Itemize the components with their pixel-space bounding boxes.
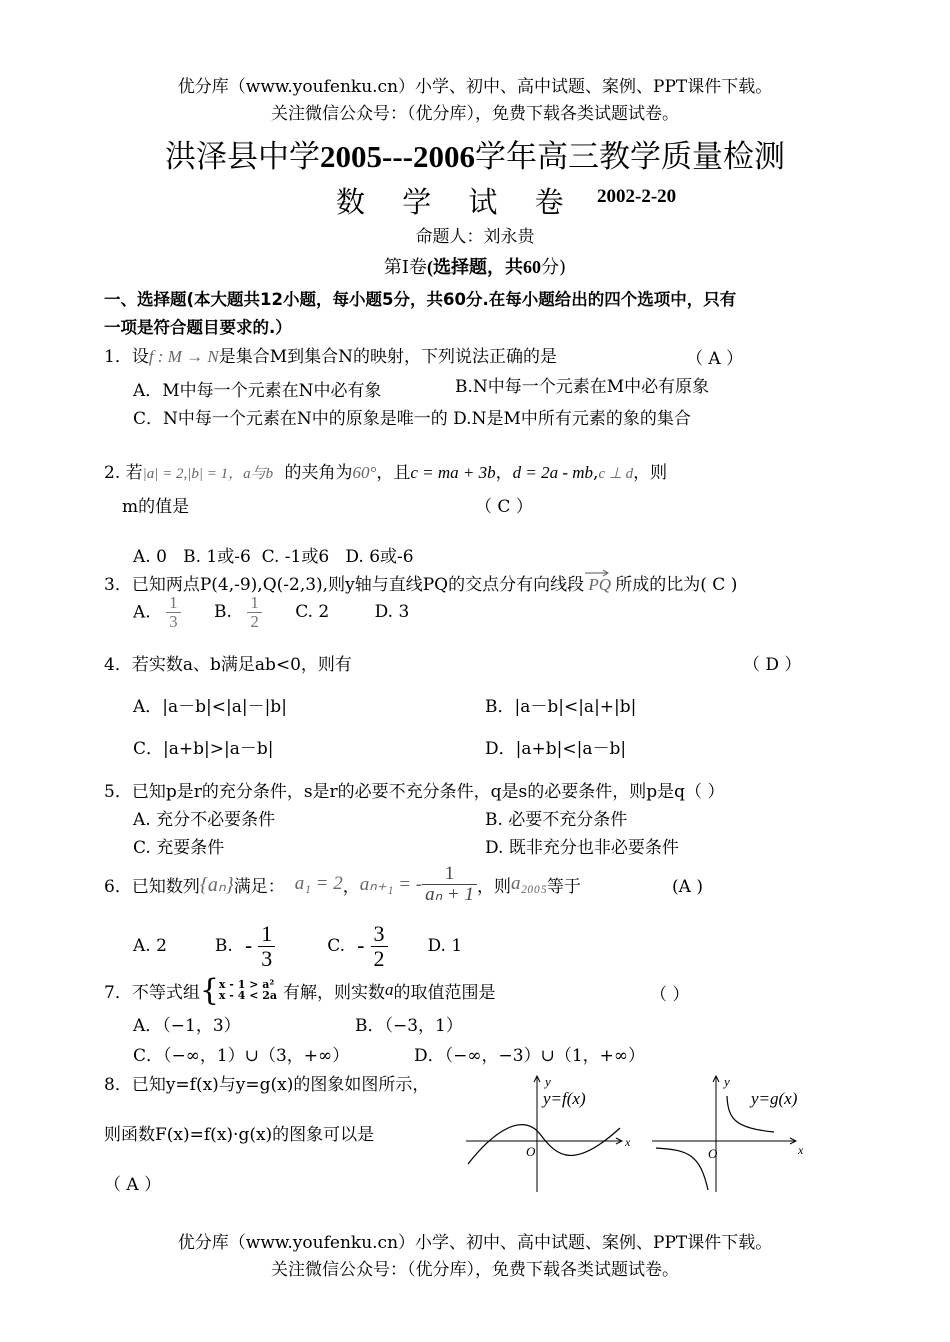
- fraction-three-halves: $\frac{3}{2}$: [371, 922, 388, 969]
- question-2-stem: 2. 若|a| = 2,|b| = 1，a与b 的夹角为60°，且c = ma + 3b，d = 2a - mb,c ⊥ d，则: [104, 463, 668, 483]
- graph-g-branch-left: [656, 1148, 708, 1190]
- graph-g-label: y=g(x): [751, 1089, 798, 1108]
- question-7-answer: （ ）: [650, 985, 690, 1005]
- question-3-options: A. $\frac{1}{3}$ B. $\frac{1}{2}$ C. 2 D. 3: [133, 593, 410, 631]
- graph-g-x-label: x: [798, 1143, 804, 1157]
- footer-line-2: 关注微信公众号：（优分库），免费下载各类试题试卷。: [271, 1260, 679, 1280]
- exam-date: 2002-2-20: [597, 186, 677, 207]
- header-line-2: 关注微信公众号：（优分库），免费下载各类试题试卷。: [271, 104, 679, 124]
- question-4-option-d: D．|a+b|<|a－b|: [485, 739, 627, 759]
- question-7-stem: 7．不等式组 { x - 1 > a² x - 4 < 2a 有解，则实数 a 的取值范围是: [104, 972, 496, 1008]
- question-1-option-a: A．M中每一个元素在N中必有象: [133, 381, 382, 401]
- question-6-answer: (A ): [672, 877, 703, 897]
- question-8-stem-line-2: 则函数F(x)=f(x)·g(x)的图象可以是: [104, 1125, 375, 1145]
- inequality-system: x - 1 > a² x - 4 < 2a: [218, 978, 278, 1002]
- question-5-option-a: A. 充分不必要条件: [133, 810, 276, 830]
- vector-arrow-icon: [584, 569, 610, 577]
- question-7-option-b: B．（−3，1）: [355, 1016, 463, 1036]
- section-instructions-line-1: 一、选择题(本大题共12小题，每小题5分，共60分.在每小题给出的四个选项中，只有: [104, 290, 737, 309]
- question-7-option-a: A．（−1，3）: [133, 1016, 241, 1036]
- question-2-answer: （ C ）: [475, 497, 533, 517]
- exam-title: 洪泽县中学2005---2006学年高三教学质量检测: [165, 139, 785, 175]
- graph-g-origin: O: [708, 1146, 718, 1161]
- system-brace-icon: {: [199, 972, 219, 1008]
- question-1-stem: 1．设f : M → N是集合M到集合N的映射，下列说法正确的是: [104, 347, 557, 367]
- graph-f-origin: O: [526, 1144, 536, 1159]
- graph-f: [462, 1072, 642, 1194]
- recurrence-fraction: $\frac{1}{\text{aₙ + 1}}$: [422, 864, 477, 905]
- graph-f-y-label: y: [545, 1074, 551, 1089]
- graph-f-curve: [468, 1125, 620, 1164]
- question-6-stem: 6．已知数列 {aₙ} 满足： a₁ = 2 ， aₙ₊₁ = - $\frac{1}{\text{aₙ + 1}}$ ，则 a₂₀₀₅ 等于: [104, 862, 581, 905]
- volume-heading: 第Ⅰ卷(选择题，共60分): [383, 257, 567, 278]
- graph-g-y-label: y: [724, 1074, 730, 1089]
- question-1-option-b: B.N中每一个元素在M中必有原象: [455, 377, 710, 397]
- footer-line-1: 优分库（www.youfenku.cn）小学、初中、高中试题、案例、PPT课件下载。: [177, 1233, 773, 1253]
- question-4-stem: 4．若实数a、b满足ab<0，则有: [104, 655, 352, 675]
- question-4-answer: （ D ）: [743, 655, 802, 675]
- header-line-1: 优分库（www.youfenku.cn）小学、初中、高中试题、案例、PPT课件下载。: [177, 77, 773, 97]
- graph-f-x-label: x: [625, 1135, 631, 1149]
- exam-subject: 数 学 试 卷: [336, 185, 578, 219]
- question-5-option-b: B. 必要不充分条件: [485, 810, 628, 830]
- exam-author: 命题人：刘永贵: [415, 227, 535, 247]
- question-2-options: A. 0 B. 1或-6 C. -1或6 D. 6或-6: [133, 547, 414, 567]
- fraction-one-third-large: $\frac{1}{3}$: [258, 922, 275, 969]
- question-5-stem: 5．已知p是r的充分条件，s是r的必要不充分条件，q是s的必要条件，则p是q（ ）: [104, 782, 725, 802]
- question-2-stem-line-2: m的值是: [122, 497, 190, 517]
- question-4-option-a: A．|a－b|<|a|－|b|: [133, 697, 287, 717]
- graph-g: [648, 1072, 813, 1194]
- question-3-stem: 3．已知两点P(4,-9),Q(-2,3),则y轴与直线PQ的交点分有向线段 PQ 所成的比为( C ): [104, 570, 737, 595]
- section-instructions-line-2: 一项是符合题目要求的.）: [104, 318, 292, 337]
- question-5-option-d: D. 既非充分也非必要条件: [485, 838, 679, 858]
- fraction-one-third: $\frac{1}{3}$: [166, 594, 181, 631]
- graph-f-label: y=f(x): [543, 1089, 586, 1108]
- question-8-stem-line-1: 8．已知y=f(x)与y=g(x)的图象如图所示，: [104, 1075, 430, 1095]
- question-6-options: A. 2 B. - $\frac{1}{3}$ C. - $\frac{3}{2}$ D. 1: [133, 921, 463, 971]
- question-5-option-c: C. 充要条件: [133, 838, 225, 858]
- question-7-option-c: C．（−∞，1）∪（3，+∞）: [133, 1046, 350, 1066]
- question-8-answer: （ A ）: [104, 1175, 162, 1195]
- question-1-answer: （ A ）: [686, 349, 744, 369]
- question-1-option-c: C．N中每一个元素在N中的原象是唯一的 D.N是M中所有元素的象的集合: [133, 409, 691, 429]
- fraction-one-half: $\frac{1}{2}$: [247, 594, 262, 631]
- question-7-option-d: D．（−∞，−3）∪（1，+∞）: [414, 1046, 646, 1066]
- question-4-option-b: B．|a－b|<|a|+|b|: [485, 697, 637, 717]
- question-4-option-c: C．|a+b|>|a－b|: [133, 739, 274, 759]
